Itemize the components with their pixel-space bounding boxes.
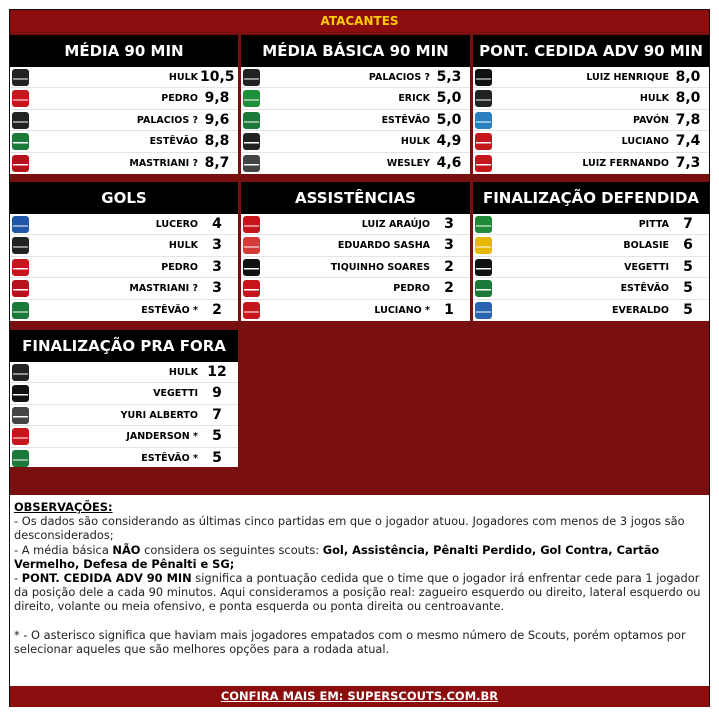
player-value: 7,4 [675,133,701,150]
player-name: MASTRIANI ? [129,283,198,295]
player-row [10,214,238,235]
player-row [241,131,470,152]
player-value: 3 [212,237,222,254]
team-crest-icon [12,237,29,254]
player-name: LUCERO [155,219,198,230]
player-value: 5 [683,258,693,275]
player-row [473,235,709,256]
player-row [473,214,709,235]
team-crest-icon [475,69,492,86]
observations-title: OBSERVAÇÕES: [14,500,113,514]
player-value: 3 [212,258,222,275]
player-value: 7 [683,216,693,232]
player-row [10,235,238,256]
player-row [10,362,238,383]
player-row [10,257,238,278]
panel-title: GOLS [10,182,238,214]
panel-title: PONT. CEDIDA ADV 90 MIN [473,35,709,67]
player-name: ESTÊVÃO [381,114,430,126]
observation-1: - Os dados são considerando as últimas cinco partidas em que o jogador atuou. Jogadores com menos de 3 jogos são desconsiderados; [14,514,685,543]
player-value: 7,3 [675,154,701,171]
observation-3: - PONT. CEDIDA ADV 90 MIN significa a pontuação cedida que o time que o jogador irá enfrentar cede para 1 jogador da posição dele a cada 90 minutos. Aqui consideramos a posição real: zagueiro esquerdo ou direito, lateral esquerdo ou direito, volante ou meia ofensivo, e ponta esquerda ou ponta direita ou centroavante. [14,571,701,614]
infographic-frame [9,9,710,707]
player-value: 5 [212,449,222,466]
player-value: 2 [444,280,454,297]
team-crest-icon [475,259,492,276]
player-row [473,67,709,88]
team-crest-icon [12,259,29,276]
player-row [10,110,238,131]
player-value: 8,7 [204,154,230,171]
player-row [10,88,238,109]
player-row [473,300,709,321]
player-row [473,131,709,152]
player-value: 5 [683,301,693,318]
player-value: 10,5 [200,69,235,85]
panel-title: FINALIZAÇÃO PRA FORA [10,330,238,362]
player-name: MASTRIANI ? [129,157,198,169]
player-row [241,67,470,88]
player-value: 9,8 [204,90,230,107]
player-value: 6 [683,237,693,254]
observation-2: - A média básica NÃO considera os seguintes scouts: Gol, Assistência, Pênalti Perdido, Gol Contra, Cartão Vermelho, Defesa de Pênalti e SG; [14,542,660,571]
player-name: HULK [400,136,430,148]
player-row [10,426,238,447]
player-value: 7,8 [675,111,701,128]
player-row [241,257,470,278]
team-crest-icon [243,259,260,276]
player-row [241,88,470,109]
player-name: EVERALDO [611,304,669,316]
empty-panel-area [240,337,709,467]
player-name: LUCIANO [621,136,669,148]
player-value: 8,0 [675,90,701,107]
player-row [10,67,238,88]
team-crest-icon [243,133,260,150]
team-crest-icon [12,385,29,402]
player-row [10,383,238,404]
team-crest-icon [243,280,260,297]
team-crest-icon [12,302,29,319]
team-crest-icon [475,216,492,233]
player-name: HULK [168,367,198,378]
player-name: ESTÊVÃO * [141,304,198,316]
player-name: HULK [168,72,198,83]
team-crest-icon [12,280,29,297]
player-value: 3 [212,280,222,297]
stat-panel [473,35,709,174]
team-crest-icon [475,280,492,297]
team-crest-icon [243,69,260,86]
team-crest-icon [12,428,29,445]
player-row [241,300,470,321]
observation-4: * - O asterisco significa que haviam mais jogadores empatados com o mesmo número de Scouts, porém optamos por selecionar aqueles que são melhores opções para a rodada atual. [14,627,686,656]
player-value: 3 [444,237,454,254]
team-crest-icon [12,112,29,129]
player-name: ESTÊVÃO [149,136,198,148]
team-crest-icon [475,302,492,319]
player-name: ESTÊVÃO * [141,452,198,464]
player-name: JANDERSON * [126,431,198,443]
stat-panel [10,182,238,321]
player-row [473,278,709,299]
stat-panel [241,182,470,321]
team-crest-icon [12,69,29,86]
team-crest-icon [12,450,29,467]
team-crest-icon [243,302,260,319]
player-value: 2 [212,301,222,318]
player-value: 12 [207,364,227,380]
player-row [473,110,709,131]
player-name: HULK [168,240,198,252]
team-crest-icon [243,90,260,107]
team-crest-icon [475,90,492,107]
player-name: VEGETTI [624,261,669,273]
player-value: 7 [212,406,222,423]
player-value: 5,0 [436,111,462,128]
team-crest-icon [12,364,29,381]
player-value: 4 [212,216,222,232]
player-row [241,278,470,299]
player-value: 1 [444,301,454,318]
panel-title: MÉDIA 90 MIN [10,35,238,67]
player-name: LUCIANO * [374,304,430,316]
team-crest-icon [243,237,260,254]
player-value: 4,6 [436,154,462,171]
player-value: 5,3 [436,69,462,85]
player-name: LUIZ HENRIQUE [586,72,669,83]
player-value: 5,0 [436,90,462,107]
team-crest-icon [12,407,29,424]
player-value: 4,9 [436,133,462,150]
team-crest-icon [475,133,492,150]
team-crest-icon [12,155,29,172]
player-value: 5 [683,280,693,297]
player-row [10,278,238,299]
player-row [10,131,238,152]
player-value: 2 [444,258,454,275]
team-crest-icon [475,237,492,254]
stat-panel [473,182,709,321]
player-name: WESLEY [386,157,430,169]
page-title: ATACANTES [10,10,709,32]
player-name: VEGETTI [153,388,198,400]
player-name: HULK [639,93,669,105]
player-name: EDUARDO SASHA [337,240,430,252]
team-crest-icon [475,112,492,129]
team-crest-icon [12,90,29,107]
player-name: ERICK [398,93,430,105]
team-crest-icon [12,133,29,150]
player-name: PALACIOS ? [368,72,430,83]
player-name: BOLASIE [623,240,669,252]
player-name: LUIZ ARAÚJO [361,219,430,230]
observations [10,498,709,686]
player-value: 8,8 [204,133,230,150]
team-crest-icon [12,216,29,233]
player-value: 9 [212,385,222,402]
player-name: ESTÊVÃO [620,283,669,295]
player-name: PAVÓN [632,114,669,126]
player-row [10,153,238,174]
player-name: PALACIOS ? [136,114,198,126]
player-name: PEDRO [393,283,430,295]
footer-link[interactable]: CONFIRA MAIS EM: SUPERSCOUTS.COM.BR [10,686,709,707]
player-row [473,88,709,109]
team-crest-icon [243,216,260,233]
panel-title: FINALIZAÇÃO DEFENDIDA [473,182,709,214]
panel-title: ASSISTÊNCIAS [241,182,470,214]
player-value: 3 [444,216,454,232]
player-name: PEDRO [161,93,198,105]
team-crest-icon [243,155,260,172]
player-row [241,153,470,174]
player-row [10,300,238,321]
player-name: LUIZ FERNANDO [582,157,669,169]
player-name: TIQUINHO SOARES [330,261,430,273]
stat-panel [10,330,238,469]
player-row [241,110,470,131]
player-name: YURI ALBERTO [120,409,198,421]
team-crest-icon [243,112,260,129]
stat-panel [241,35,470,174]
player-row [473,257,709,278]
empty-band [10,467,709,495]
player-name: PITTA [638,219,669,230]
player-row [241,214,470,235]
team-crest-icon [475,155,492,172]
panel-title: MÉDIA BÁSICA 90 MIN [241,35,470,67]
player-value: 8,0 [675,69,701,85]
player-row [10,448,238,469]
player-value: 5 [212,428,222,445]
player-row [473,153,709,174]
stat-panel [10,35,238,174]
player-value: 9,6 [204,111,230,128]
player-row [241,235,470,256]
player-name: PEDRO [161,261,198,273]
player-row [10,405,238,426]
